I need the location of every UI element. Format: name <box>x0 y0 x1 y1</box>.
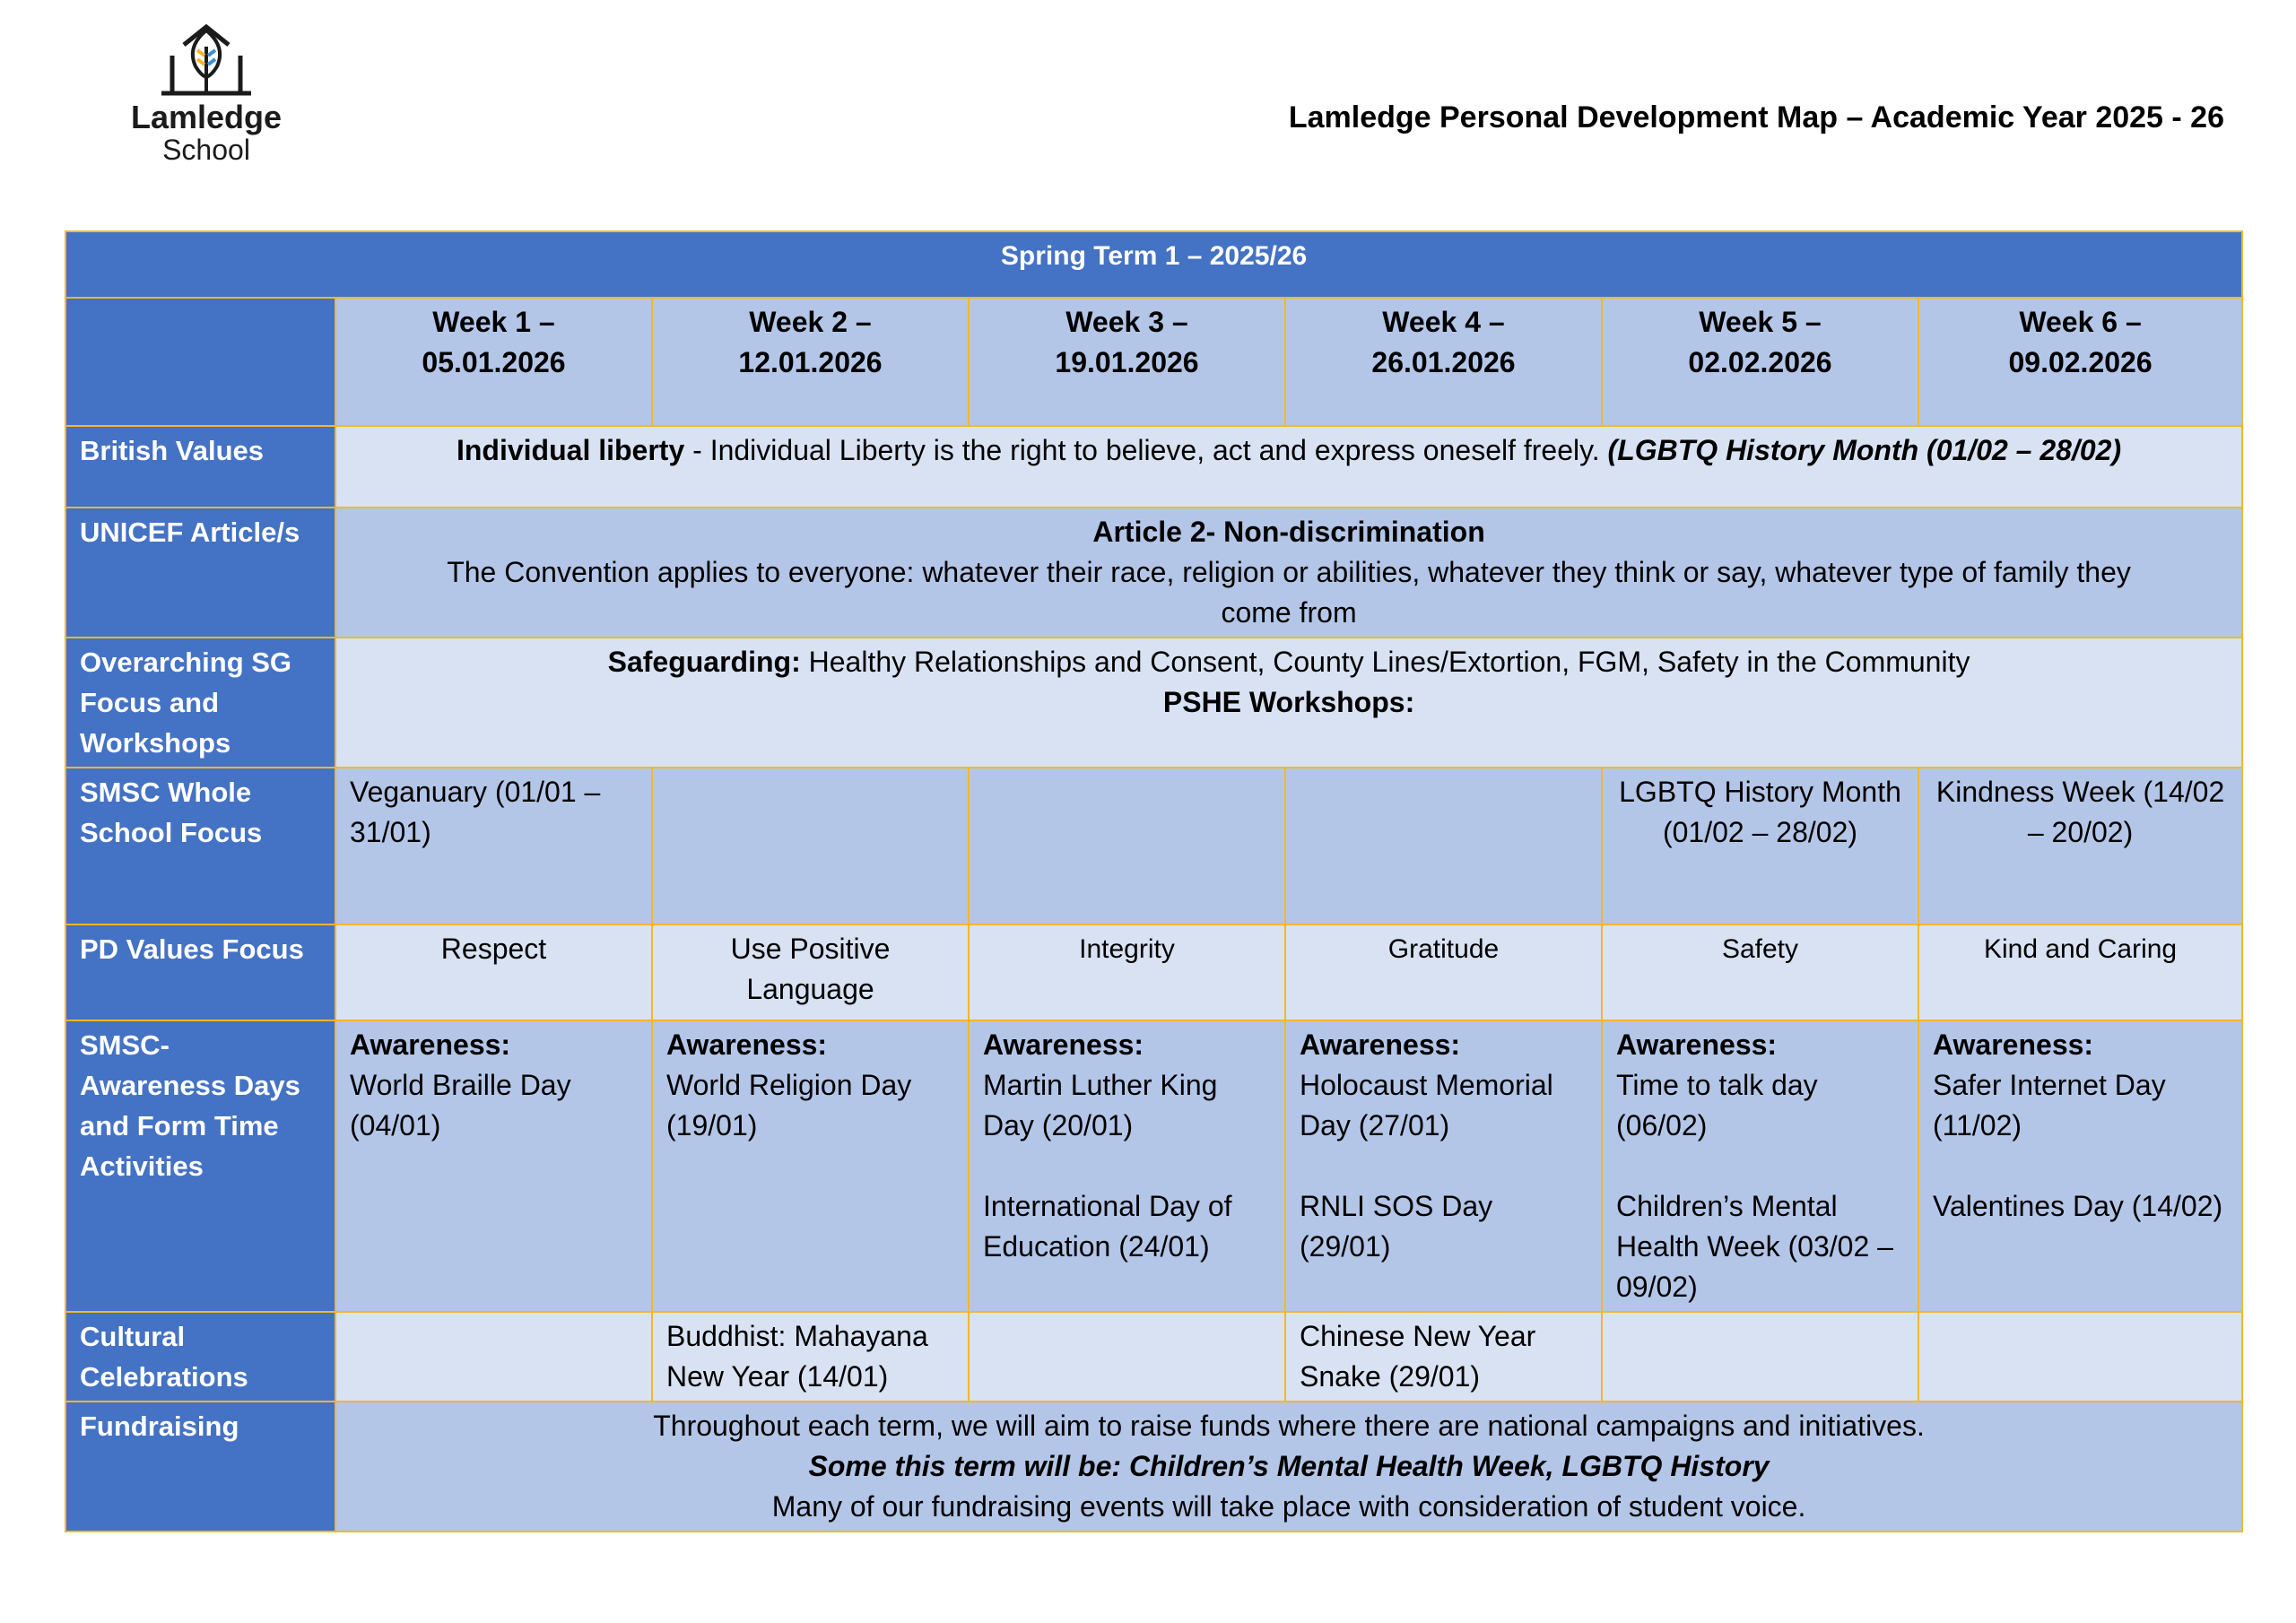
awareness-week-2: Awareness: World Religion Day (19/01) <box>652 1020 969 1312</box>
pd-value-week-5: Safety <box>1602 924 1918 1020</box>
row-label-unicef: UNICEF Article/s <box>65 508 335 638</box>
cultural-week-4: Chinese New Year Snake (29/01) <box>1285 1312 1602 1402</box>
row-label-safeguarding: Overarching SG Focus and Workshops <box>65 638 335 768</box>
awareness-week-5: Awareness: Time to talk day (06/02) Children’s Mental Health Week (03/02 – 09/02) <box>1602 1020 1918 1312</box>
british-values-cell: Individual liberty - Individual Liberty is the right to believe, act and express oneself freely. (LGBTQ History Month (01/02 – 28/02) <box>335 426 2242 508</box>
smsc-week-5: LGBTQ History Month (01/02 – 28/02) <box>1602 768 1918 924</box>
pd-value-week-6: Kind and Caring <box>1918 924 2242 1020</box>
tree-house-logo-icon <box>152 20 260 97</box>
smsc-week-4 <box>1285 768 1602 924</box>
weeks-row <box>65 298 2242 426</box>
awareness-week-3: Awareness: Martin Luther King Day (20/01) International Day of Education (24/01) <box>969 1020 1285 1312</box>
unicef-row <box>65 508 2242 638</box>
smsc-week-2 <box>652 768 969 924</box>
awareness-row <box>65 1020 2242 1312</box>
term-row <box>65 231 2242 298</box>
week-5-header: Week 5 – 02.02.2026 <box>1602 298 1918 426</box>
pd-value-week-1: Respect <box>335 924 652 1020</box>
smsc-week-6: Kindness Week (14/02 – 20/02) <box>1918 768 2242 924</box>
fundraising-row <box>65 1402 2242 1532</box>
week-2-header: Week 2 – 12.01.2026 <box>652 298 969 426</box>
cultural-week-2: Buddhist: Mahayana New Year (14/01) <box>652 1312 969 1402</box>
pd-value-week-2: Use Positive Language <box>652 924 969 1020</box>
safeguarding-row <box>65 638 2242 768</box>
cultural-week-1 <box>335 1312 652 1402</box>
awareness-week-1: Awareness: World Braille Day (04/01) <box>335 1020 652 1312</box>
smsc-whole-school-row <box>65 768 2242 924</box>
awareness-week-6: Awareness: Safer Internet Day (11/02) Valentines Day (14/02) <box>1918 1020 2242 1312</box>
row-label-cultural: Cultural Celebrations <box>65 1312 335 1402</box>
school-logo <box>126 20 287 165</box>
term-title: Spring Term 1 – 2025/26 <box>65 231 2242 298</box>
pd-value-week-4: Gratitude <box>1285 924 1602 1020</box>
logo-name: Lamledge <box>130 99 283 135</box>
row-label-british-values: British Values <box>65 426 335 508</box>
british-values-row <box>65 426 2242 508</box>
row-label-pd-values: PD Values Focus <box>65 924 335 1020</box>
cultural-row <box>65 1312 2242 1402</box>
smsc-week-1: Veganuary (01/01 – 31/01) <box>335 768 652 924</box>
smsc-week-3 <box>969 768 1285 924</box>
safeguarding-cell: Safeguarding: Healthy Relationships and Consent, County Lines/Extortion, FGM, Safety in the Community PSHE Workshops: <box>335 638 2242 768</box>
cultural-week-3 <box>969 1312 1285 1402</box>
page-title: Lamledge Personal Development Map – Academic Year 2025 - 26 <box>1288 100 2224 135</box>
row-label-awareness: SMSC- Awareness Days and Form Time Activities <box>65 1020 335 1312</box>
week-3-header: Week 3 – 19.01.2026 <box>969 298 1285 426</box>
awareness-week-4: Awareness: Holocaust Memorial Day (27/01) RNLI SOS Day (29/01) <box>1285 1020 1602 1312</box>
pd-value-week-3: Integrity <box>969 924 1285 1020</box>
week-1-header: Week 1 – 05.01.2026 <box>335 298 652 426</box>
row-label-smsc-whole-school: SMSC Whole School Focus <box>65 768 335 924</box>
logo-sub: School <box>162 134 250 166</box>
pd-values-row <box>65 924 2242 1020</box>
cultural-week-6 <box>1918 1312 2242 1402</box>
week-4-header: Week 4 – 26.01.2026 <box>1285 298 1602 426</box>
corner-cell <box>65 298 335 426</box>
row-label-fundraising: Fundraising <box>65 1402 335 1532</box>
development-map-table <box>65 230 2243 1532</box>
unicef-cell: Article 2- Non-discrimination The Convention applies to everyone: whatever their race, religion or abilities, whatever they think or say, whatever type of family they come from <box>335 508 2242 638</box>
cultural-week-5 <box>1602 1312 1918 1402</box>
week-6-header: Week 6 – 09.02.2026 <box>1918 298 2242 426</box>
fundraising-cell: Throughout each term, we will aim to raise funds where there are national campaigns and initiatives. Some this term will be: Children’s Mental Health Week, LGBTQ History Many of our fundraising events will take place with consideration of student voice. <box>335 1402 2242 1532</box>
